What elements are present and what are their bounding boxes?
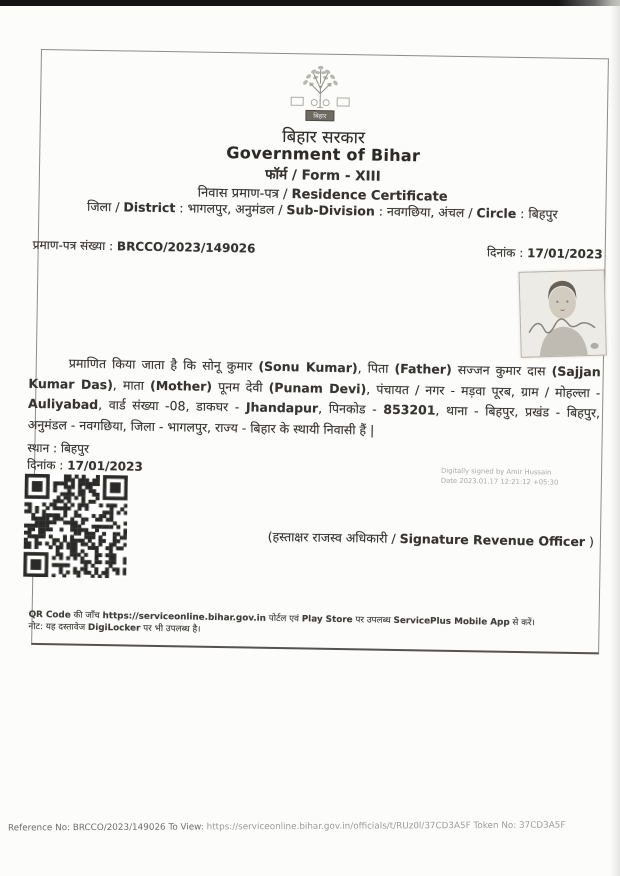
place-line: स्थान : बिहपुर (27, 440, 90, 456)
government-name-hindi: बिहार सरकार (282, 127, 366, 149)
applicant-photo-image (520, 271, 606, 357)
form-number-line: फॉर्म / Form - XIII (265, 166, 381, 185)
qr-note-line1: QR Code की जाँच https://serviceonline.bihar.gov.in पोर्टल एवं Play Store पर उपलब्ध ServicePlus Mobile App से करें। (28, 609, 535, 629)
certificate-body-text: प्रमाणित किया जाता है कि सोनू कुमार (Sonu Kumar), पिता (Father) सज्जन कुमार दास (Sajjan Kumar Das), माता (Mother) पूनम देवी (Punam Devi), पंचायत / नगर - मड़वा पूरब, ग्राम / मोहल्ला - Auliyabad, वार्ड संख्या -08, डाकघर - Jhandapur, पिनकोड - 853201, थाना - बिहपुर, प्रखंड - बिहपुर, अनुमंडल - नवगछिया, जिला - भागलपुर, राज्य - बिहार के स्थायी निवासी हैं | (27, 355, 601, 438)
government-name-english: Government of Bihar (226, 143, 421, 166)
certificate-number: प्रमाण-पत्र संख्या : BRCCO/2023/149026 (32, 237, 256, 256)
applicant-photo (519, 270, 608, 359)
qr-code (23, 474, 128, 579)
certificate-border-box (26, 49, 609, 654)
scanner-edge-strip (0, 0, 620, 6)
issue-date: दिनांक : 17/01/2023 (486, 245, 603, 262)
certificate-title: निवास प्रमाण-पत्र / Residence Certificate (197, 185, 448, 205)
qr-verification-note (28, 610, 535, 641)
digital-signature-line2: Date 2023.01.17 12:21:12 +05:30 (440, 476, 559, 487)
certificate-meta-row (33, 236, 603, 262)
reference-footer: Reference No: BRCCO/2023/149026 To View: https://serviceonline.bihar.gov.in/officials/t/RUz0l/37CD3A5F Token No: 37CD3A5F (7, 820, 566, 834)
revenue-officer-signature-line: (हस्ताक्षर राजस्व अधिकारी / Signature Revenue Officer ) (267, 528, 595, 550)
district-subdivision-circle-line: जिला / District : भागलपुर, अनुमंडल / Sub-Division : नवगछिया, अंचल / Circle : बिहपुर (86, 198, 558, 222)
qr-note-line2: नोट: यह दस्तावेज DigiLocker पर भी उपलब्ध है। (28, 621, 201, 635)
signature-date-line: दिनांक : 17/01/2023 (26, 457, 143, 474)
scanner-edge-shadow (610, 0, 620, 876)
emblem-label: बिहार (313, 112, 327, 121)
digital-signature-line1: Digitally signed by Amir Hussain (440, 466, 552, 477)
qr-code-block (23, 474, 128, 579)
bihar-government-emblem-icon (284, 60, 357, 125)
digital-signature-note (441, 467, 611, 489)
